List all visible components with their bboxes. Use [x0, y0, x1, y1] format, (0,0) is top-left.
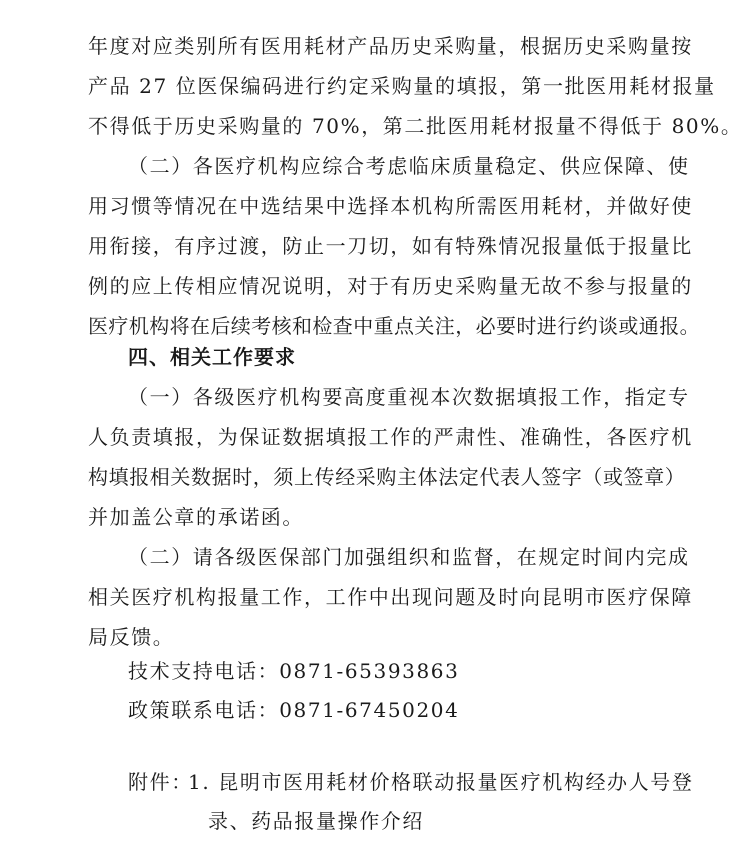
attachment-item: 1. 昆明市医用耗材价格联动报量医疗机构经办人号登 — [188, 770, 694, 794]
paragraph-line: 例的应上传相应情况说明，对于有历史采购量无故不参与报量的 — [88, 274, 693, 298]
paragraph-line: 不得低于历史采购量的 70%，第二批医用耗材报量不得低于 80%。 — [88, 114, 743, 138]
paragraph-line: 人负责填报，为保证数据填报工作的严肃性、准确性，各医疗机 — [88, 425, 693, 449]
paragraph-line: （二）请各级医保部门加强组织和监督，在规定时间内完成 — [128, 545, 690, 569]
paragraph-line: 医疗机构将在后续考核和检查中重点关注，必要时进行约谈或通报。 — [88, 314, 700, 338]
paragraph-line: （一）各级医疗机构要高度重视本次数据填报工作，指定专 — [128, 385, 690, 409]
paragraph-line: 年度对应类别所有医用耗材产品历史采购量，根据历史采购量按 — [88, 34, 693, 58]
paragraph-line: 用衔接，有序过渡，防止一刀切，如有特殊情况报量低于报量比 — [88, 234, 693, 258]
attachment-item-continued: 录、药品报量操作介绍 — [208, 809, 424, 833]
paragraph-line: 并加盖公章的承诺函。 — [88, 505, 304, 529]
paragraph-line: 相关医疗机构报量工作，工作中出现问题及时向昆明市医疗保障 — [88, 585, 693, 609]
paragraph-line: 构填报相关数据时，须上传经采购主体法定代表人签字（或签章） — [88, 465, 686, 489]
paragraph-line: 产品 27 位医保编码进行约定采购量的填报，第一批医用耗材报量 — [88, 74, 716, 98]
policy-contact-phone: 政策联系电话：0871-67450204 — [128, 698, 460, 722]
attachment-label: 附件： — [128, 770, 193, 794]
tech-support-phone: 技术支持电话：0871-65393863 — [128, 659, 460, 683]
paragraph-line: （二）各医疗机构应综合考虑临床质量稳定、供应保障、使 — [128, 154, 690, 178]
paragraph-line: 局反馈。 — [88, 625, 175, 649]
section-heading: 四、相关工作要求 — [128, 345, 296, 369]
paragraph-line: 用习惯等情况在中选结果中选择本机构所需医用耗材，并做好使 — [88, 194, 693, 218]
